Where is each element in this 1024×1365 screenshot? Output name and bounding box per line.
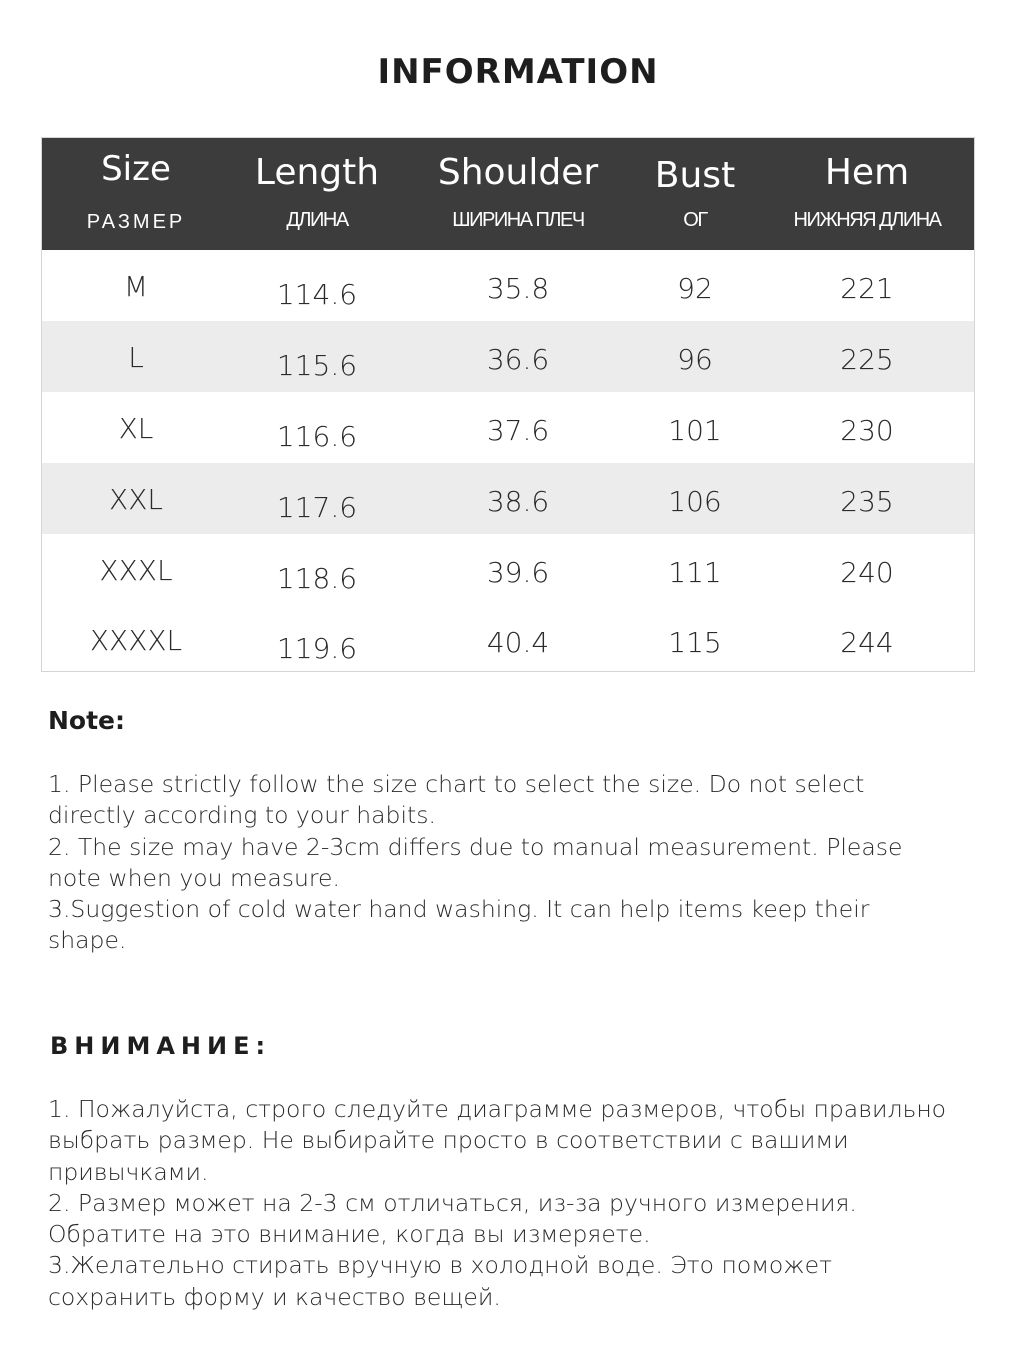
header-sublabel: НИЖНЯЯ ДЛИНА (793, 209, 941, 231)
note-line: 1. Please strictly follow the size chart to select the size. Do not select (48, 770, 865, 798)
ru-note-line: 2. Размер может на 2-3 см отличаться, из-за ручного измерения. (48, 1188, 857, 1217)
ru-note-line: сохранить форму и качество вещей. (48, 1282, 501, 1311)
header-length (230, 138, 404, 250)
cell-size: M (123, 270, 149, 303)
note-line: note when you measure. (48, 863, 340, 892)
ru-note-line: привычками. (48, 1157, 209, 1186)
cell-hem: 240 (840, 556, 894, 589)
cell-shoulder: 37.6 (486, 414, 550, 447)
cell-bust: 106 (668, 485, 722, 518)
table-row (42, 463, 974, 534)
table-header (42, 138, 974, 250)
ru-note-list (48, 1094, 946, 1313)
cell-length: 118.6 (276, 562, 358, 595)
cell-shoulder: 36.6 (486, 343, 550, 376)
cell-hem: 235 (840, 485, 894, 518)
size-chart-table (41, 137, 975, 672)
cell-shoulder: 40.4 (486, 626, 550, 659)
cell-size: XXXL (99, 554, 173, 587)
cell-bust: 115 (668, 626, 722, 659)
cell-shoulder: 35.8 (486, 272, 550, 305)
header-label: Length (254, 152, 380, 193)
note-heading: Note: (48, 706, 126, 735)
ru-note-line: 1. Пожалуйста, строго следуйте диаграмме размеров, чтобы правильно (48, 1095, 947, 1123)
cell-bust: 111 (668, 556, 722, 589)
note-line: directly according to your habits. (48, 801, 436, 830)
note-list (48, 769, 902, 957)
cell-hem: 230 (840, 414, 894, 447)
table-row (42, 321, 974, 392)
header-sublabel: ОГ (683, 209, 707, 231)
page-title: INFORMATION (377, 52, 659, 92)
cell-bust: 96 (677, 343, 713, 376)
cell-bust: 101 (668, 414, 722, 447)
cell-size: L (128, 341, 144, 374)
header-size (42, 138, 230, 250)
cell-length: 115.6 (276, 349, 358, 382)
header-sublabel: РАЗМЕР (86, 211, 186, 233)
cell-hem: 244 (840, 626, 894, 659)
note-line: 3.Suggestion of cold water hand washing. It can help items keep their (48, 895, 870, 924)
ru-note-line: 3.Желательно стирать вручную в холодной воде. Это поможет (48, 1251, 833, 1280)
header-sublabel: ДЛИНА (286, 209, 348, 231)
cell-length: 119.6 (276, 632, 358, 665)
cell-shoulder: 39.6 (486, 556, 550, 589)
cell-size: XXXXL (89, 624, 183, 657)
cell-length: 114.6 (276, 278, 358, 311)
header-sublabel: ШИРИНА ПЛЕЧ (452, 209, 584, 231)
cell-size: XXL (109, 483, 163, 516)
header-label: Bust (654, 155, 736, 196)
header-hem (758, 138, 976, 250)
ru-note-line: выбрать размер. Не выбирайте просто в соответствии с вашими (48, 1126, 849, 1155)
ru-note-line: Обратите на это внимание, когда вы измеряете. (48, 1220, 651, 1249)
cell-length: 116.6 (276, 420, 358, 453)
header-shoulder (404, 138, 632, 250)
table-row (42, 250, 974, 321)
note-line: shape. (48, 926, 127, 955)
ru-note-heading: ВНИМАНИЕ: (50, 1032, 272, 1060)
header-bust (632, 138, 758, 250)
cell-bust: 92 (677, 272, 713, 305)
header-label: Size (101, 149, 171, 189)
cell-hem: 225 (840, 343, 894, 376)
table-row (42, 392, 974, 463)
header-label: Shoulder (437, 152, 599, 193)
table-row (42, 534, 974, 605)
table-row (42, 604, 974, 675)
cell-length: 117.6 (276, 491, 358, 524)
note-line: 2. The size may have 2-3cm differs due to manual measurement. Please (48, 832, 903, 861)
cell-shoulder: 38.6 (486, 485, 550, 518)
cell-hem: 221 (840, 272, 894, 305)
header-label: Hem (824, 152, 910, 193)
cell-size: XL (118, 412, 154, 445)
